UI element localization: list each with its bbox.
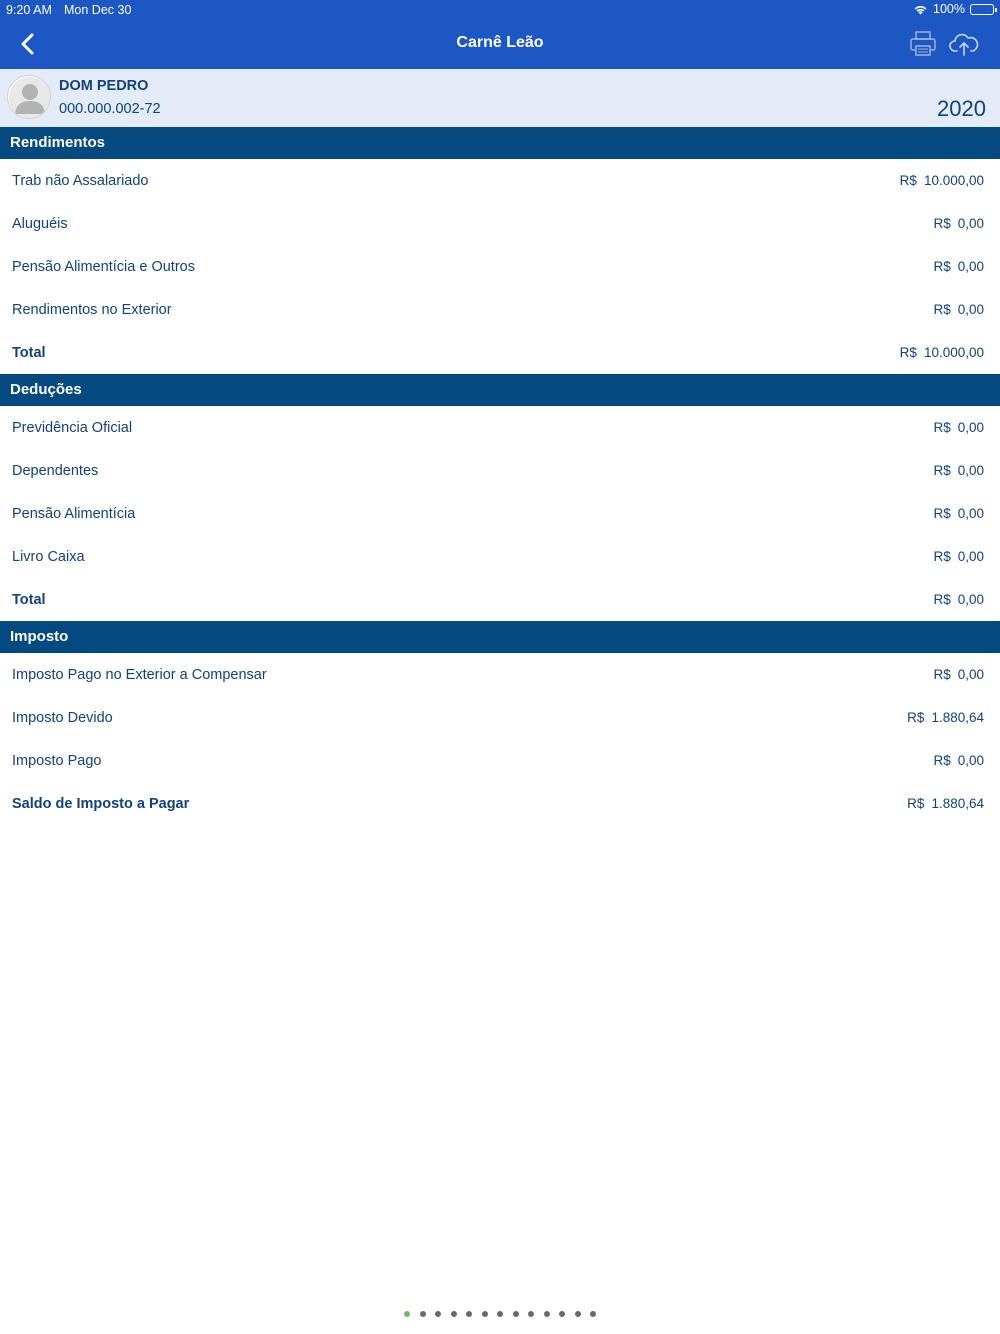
row-previdencia-oficial[interactable] bbox=[0, 407, 1000, 450]
status-date: Mon Dec 30 bbox=[64, 3, 132, 17]
row-value: R$ 0,00 bbox=[933, 667, 984, 682]
row-alugueis[interactable] bbox=[0, 203, 1000, 246]
row-value: R$ 0,00 bbox=[933, 302, 984, 317]
row-label: Pensão Alimentícia e Outros bbox=[12, 259, 195, 275]
row-imposto-pago[interactable] bbox=[0, 740, 1000, 783]
row-label: Imposto Devido bbox=[12, 710, 113, 726]
nav-bar bbox=[0, 0, 1000, 69]
row-label: Imposto Pago no Exterior a Compensar bbox=[12, 667, 267, 683]
wifi-icon bbox=[913, 4, 928, 15]
row-value: R$ 0,00 bbox=[933, 420, 984, 435]
profile-name: DOM PEDRO bbox=[59, 78, 149, 94]
page-dot[interactable] bbox=[544, 1311, 550, 1317]
page-dot[interactable] bbox=[590, 1311, 596, 1317]
status-right bbox=[913, 2, 994, 16]
row-pensao-alimenticia[interactable] bbox=[0, 493, 1000, 536]
row-label: Imposto Pago bbox=[12, 753, 102, 769]
row-value: R$ 10.000,00 bbox=[899, 345, 984, 360]
row-label: Pensão Alimentícia bbox=[12, 506, 136, 522]
page-dot[interactable] bbox=[575, 1311, 581, 1317]
user-silhouette-icon bbox=[8, 76, 51, 119]
page-dot[interactable] bbox=[451, 1311, 457, 1317]
row-dependentes[interactable] bbox=[0, 450, 1000, 493]
row-value: R$ 0,00 bbox=[933, 463, 984, 478]
page-dot[interactable] bbox=[482, 1311, 488, 1317]
upload-button[interactable] bbox=[948, 30, 980, 58]
page-dot[interactable] bbox=[435, 1311, 441, 1317]
row-value: R$ 1.880,64 bbox=[907, 710, 984, 725]
row-label: Dependentes bbox=[12, 463, 99, 479]
row-imposto-exterior-compensar[interactable] bbox=[0, 654, 1000, 697]
section-rendimentos: Rendimentos bbox=[0, 127, 1000, 159]
row-label: Saldo de Imposto a Pagar bbox=[12, 796, 190, 812]
page-indicator[interactable] bbox=[0, 1311, 1000, 1317]
row-imposto-devido bbox=[0, 697, 1000, 740]
row-label: Livro Caixa bbox=[12, 549, 85, 565]
row-value: R$ 0,00 bbox=[933, 216, 984, 231]
row-total-deducoes bbox=[0, 579, 1000, 622]
profile-header bbox=[0, 69, 1000, 127]
row-label: Aluguéis bbox=[12, 216, 68, 232]
row-pensao-alimenticia-outros[interactable] bbox=[0, 246, 1000, 289]
print-button[interactable] bbox=[908, 30, 938, 58]
status-bar bbox=[0, 0, 1000, 20]
avatar bbox=[7, 75, 51, 119]
row-label: Total bbox=[12, 345, 46, 361]
cloud-upload-icon bbox=[948, 30, 980, 58]
page-dot[interactable] bbox=[559, 1311, 565, 1317]
row-value: R$ 10.000,00 bbox=[899, 173, 984, 188]
page-dot[interactable] bbox=[497, 1311, 503, 1317]
row-total-rendimentos bbox=[0, 332, 1000, 375]
year-label[interactable]: 2020 bbox=[937, 96, 986, 121]
row-label: Rendimentos no Exterior bbox=[12, 302, 172, 318]
section-deducoes: Deduções bbox=[0, 374, 1000, 406]
profile-id: 000.000.002-72 bbox=[59, 101, 161, 117]
page-dot[interactable] bbox=[404, 1311, 410, 1317]
row-label: Total bbox=[12, 592, 46, 608]
row-value: R$ 0,00 bbox=[933, 259, 984, 274]
row-value: R$ 0,00 bbox=[933, 592, 984, 607]
printer-icon bbox=[908, 30, 938, 58]
page-dot[interactable] bbox=[466, 1311, 472, 1317]
row-livro-caixa[interactable] bbox=[0, 536, 1000, 579]
battery-percent: 100% bbox=[933, 2, 965, 16]
status-time: 9:20 AM bbox=[6, 3, 52, 17]
row-saldo-imposto-pagar bbox=[0, 783, 1000, 826]
page-dot[interactable] bbox=[528, 1311, 534, 1317]
section-imposto: Imposto bbox=[0, 621, 1000, 653]
page-title: Carnê Leão bbox=[456, 34, 544, 51]
row-value: R$ 0,00 bbox=[933, 753, 984, 768]
row-label: Previdência Oficial bbox=[12, 420, 133, 436]
battery-icon bbox=[970, 4, 994, 15]
row-trab-nao-assalariado[interactable] bbox=[0, 160, 1000, 203]
row-label: Trab não Assalariado bbox=[12, 173, 149, 189]
row-value: R$ 0,00 bbox=[933, 506, 984, 521]
row-value: R$ 1.880,64 bbox=[907, 796, 984, 811]
page-dot[interactable] bbox=[513, 1311, 519, 1317]
page-dot[interactable] bbox=[420, 1311, 426, 1317]
row-rendimentos-exterior[interactable] bbox=[0, 289, 1000, 332]
row-value: R$ 0,00 bbox=[933, 549, 984, 564]
